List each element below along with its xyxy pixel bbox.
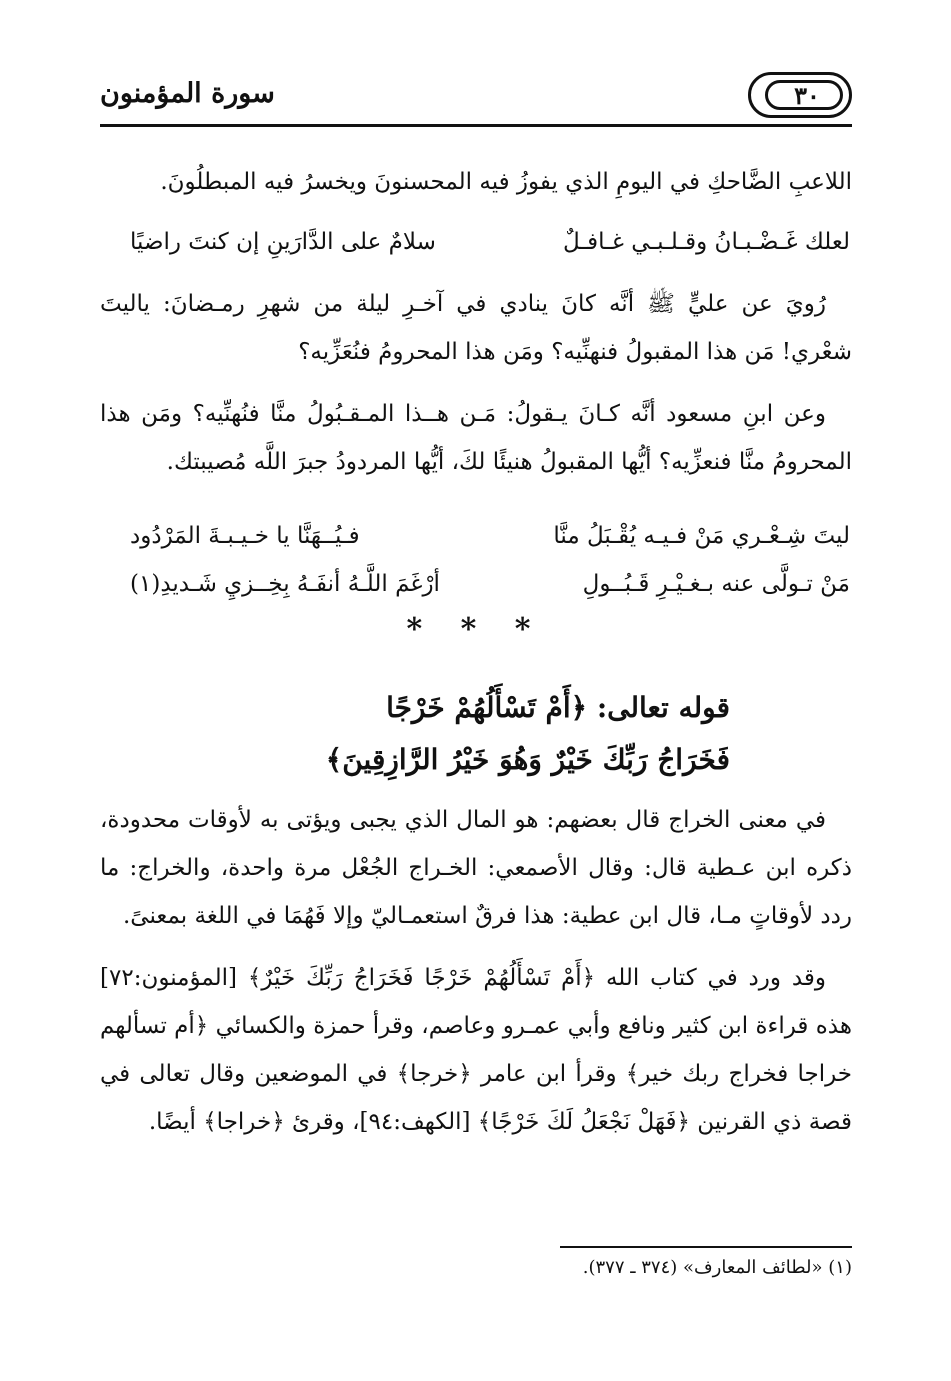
paragraph: في معنى الخراج قال بعضهم: هو المال الذي يجبى ويؤتى به لأوقات محدودة، ذكره ابن عـطية قال: وقال الأصمعي: الخـراج الجُعْل مرة واحدة، والخراج: ما ردد لأوقاتٍ مـا، قال ابن عطية: هذا فرقٌ استعمـاليّ وإلا فَهُمَا في اللغة بمعنىً. <box>100 807 852 929</box>
footnote-rule <box>560 1246 852 1248</box>
hemistich-right: مَنْ تـولَّى عنه بـغـيْـرِ قَـبُــولِ <box>582 571 850 597</box>
text-block-top <box>100 158 852 218</box>
page-number-badge <box>748 72 852 118</box>
hemistich-left: فـيُــهَنَّا يا خـيـبـةَ المَرْدُود <box>130 523 360 549</box>
verse-line <box>130 218 850 266</box>
hemistich-left: أرْغَمَ اللَّـهُ أنفَـهُ بِخِــزيِ شَـديدِ(١) <box>130 571 440 597</box>
section-separator: * * * <box>406 612 545 647</box>
header-rule <box>100 124 852 127</box>
page-number: ٣٠ <box>794 81 820 110</box>
surah-title: سورة المؤمنون <box>100 78 275 109</box>
footnote: (١) «لطائف المعارف» (٣٧٤ ـ ٣٧٧). <box>582 1257 852 1278</box>
text-block-mid <box>100 280 852 498</box>
paragraph: رُويَ عن عليٍّ ﷺ أنَّه كانَ ينادي في آخـرِ ليلة من شهرِ رمـضانَ: ياليتَ شعْري! مَن هذا المقبولُ فنهنِّيه؟ ومَن هذا المحرومُ فنُعَزِّيه؟ <box>100 291 852 365</box>
hemistich-right: لعلك غَـضْـبـانُ وقـلـبـي غـافـلٌ <box>562 229 850 255</box>
paragraph: وقد ورد في كتاب الله ﴿أَمْ تَسْأَلُهُمْ خَرْجًا فَخَرَاجُ رَبِّكَ خَيْرٌ﴾ [المؤمنون:٧٢] هذه قراءة ابن كثير ونافع وأبي عمـرو وعاصم، وقرأ حمزة والكسائي ﴿أم تسألهم خراجا فخراج ربك خير﴾ وقرأ ابن عامر ﴿خرجا﴾ في الموضعين وقال تعالى في قصة ذي القرنين ﴿فَهَلْ نَجْعَلُ لَكَ خَرْجًا﴾ [الكهف:٩٤]، وقرئ ﴿خراجا﴾ أيضًا. <box>100 965 852 1135</box>
paragraph: وعن ابنِ مسعود أنَّه كـانَ يـقولُ: مَـن هــذا المـقـبُولُ منَّا فنُهنِّيه؟ ومَن هذا المحرومُ منَّا فنعزِّيه؟ أيُّها المقبولُ هنيئًا لكَ، أيُّها المردودُ جبرَ اللَّه مُصيبتك. <box>100 401 852 475</box>
verse-line <box>130 512 850 560</box>
poem-verse-2 <box>130 512 850 608</box>
heading-line-1: قوله تعالى: ﴿أَمْ تَسْأَلُهُمْ خَرْجًا <box>386 691 730 724</box>
page-header <box>100 72 852 132</box>
poem-verse-1 <box>130 218 850 266</box>
verse-line <box>130 560 850 608</box>
verse-heading <box>230 682 730 786</box>
heading-line-2: فَخَرَاجُ رَبِّكَ خَيْرٌ وَهُوَ خَيْرُ الرَّازِقِينَ﴾ <box>325 743 730 776</box>
paragraph: اللاعبِ الضَّاحكِ في اليومِ الذي يفوزُ فيه المحسنونَ ويخسرُ فيه المبطلُونَ. <box>160 169 852 195</box>
hemistich-left: سلامٌ على الدَّارَينِ إن كنتَ راضيًا <box>130 229 436 255</box>
hemistich-right: ليتَ شِـعْـري مَنْ فـيـه يُقْـبَلُ منَّا <box>553 523 850 549</box>
text-block-bottom <box>100 796 852 1158</box>
